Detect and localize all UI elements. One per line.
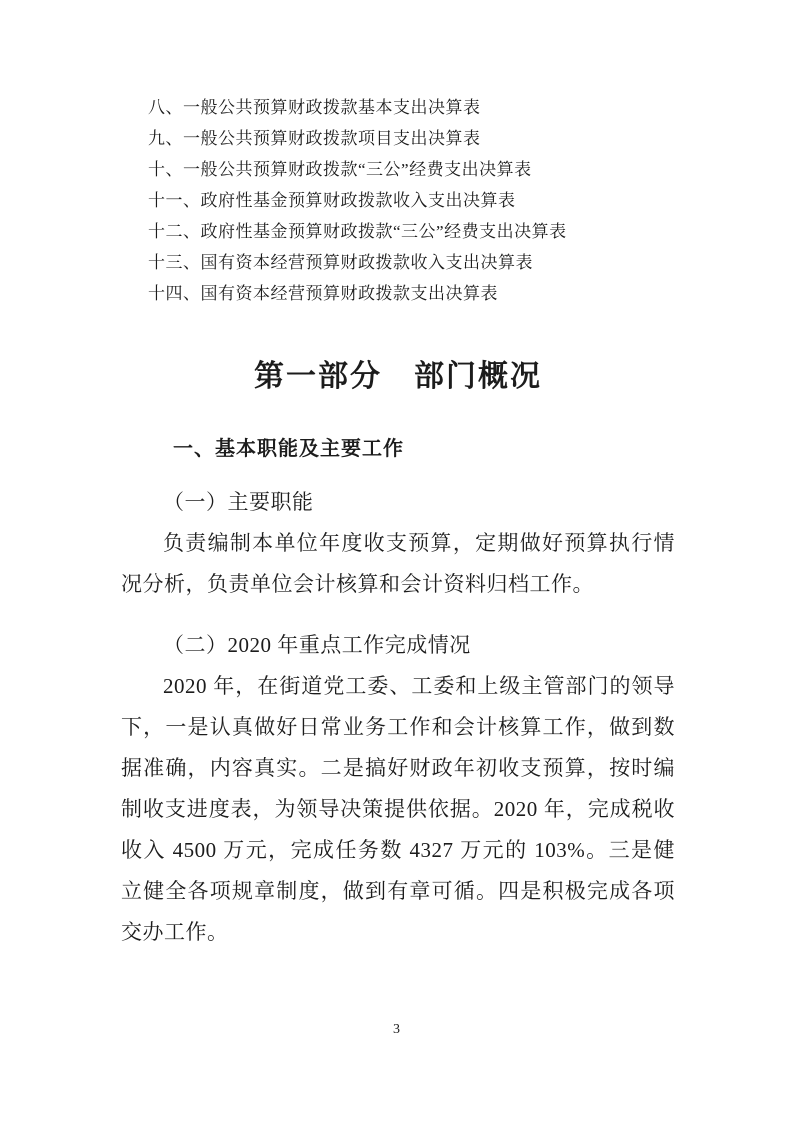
toc-item-11: 十一、政府性基金预算财政拨款收入支出决算表 xyxy=(148,191,516,210)
section-heading-basic-functions: 一、基本职能及主要工作 xyxy=(173,438,404,460)
toc-item-14: 十四、国有资本经营预算财政拨款支出决算表 xyxy=(148,284,498,303)
toc-item-12: 十二、政府性基金预算财政拨款“三公”经费支出决算表 xyxy=(148,222,567,241)
toc-item-9: 九、一般公共预算财政拨款项目支出决算表 xyxy=(148,129,481,148)
subsection-title-main-functions: （一）主要职能 xyxy=(163,490,314,514)
toc-item-13: 十三、国有资本经营预算财政拨款收入支出决算表 xyxy=(148,253,533,272)
toc-item-8: 八、一般公共预算财政拨款基本支出决算表 xyxy=(148,98,481,117)
paragraph-main-functions: 负责编制本单位年度收支预算，定期做好预算执行情况分析，负责单位会计核算和会计资料归档工作。 xyxy=(121,531,675,596)
page-number: 3 xyxy=(393,1022,400,1037)
toc-item-10: 十、一般公共预算财政拨款“三公”经费支出决算表 xyxy=(148,160,532,179)
subsection-title-2020-work: （二）2020 年重点工作完成情况 xyxy=(163,633,471,657)
toc-list xyxy=(148,92,675,309)
paragraph-2020-work: 2020 年，在街道党工委、工委和上级主管部门的领导下，一是认真做好日常业务工作和会计核算工作，做到数据准确，内容真实。二是搞好财政年初收支预算，按时编制收支进度表，为领导决策提供依据。2020 年，完成税收收入 4500 万元，完成任务数 4327 万元的 103%。三是健立健全各项规章制度，做到有章可循。四是积极完成各项交办工作。 xyxy=(121,674,675,944)
part-title: 第一部分 部门概况 xyxy=(254,360,542,393)
